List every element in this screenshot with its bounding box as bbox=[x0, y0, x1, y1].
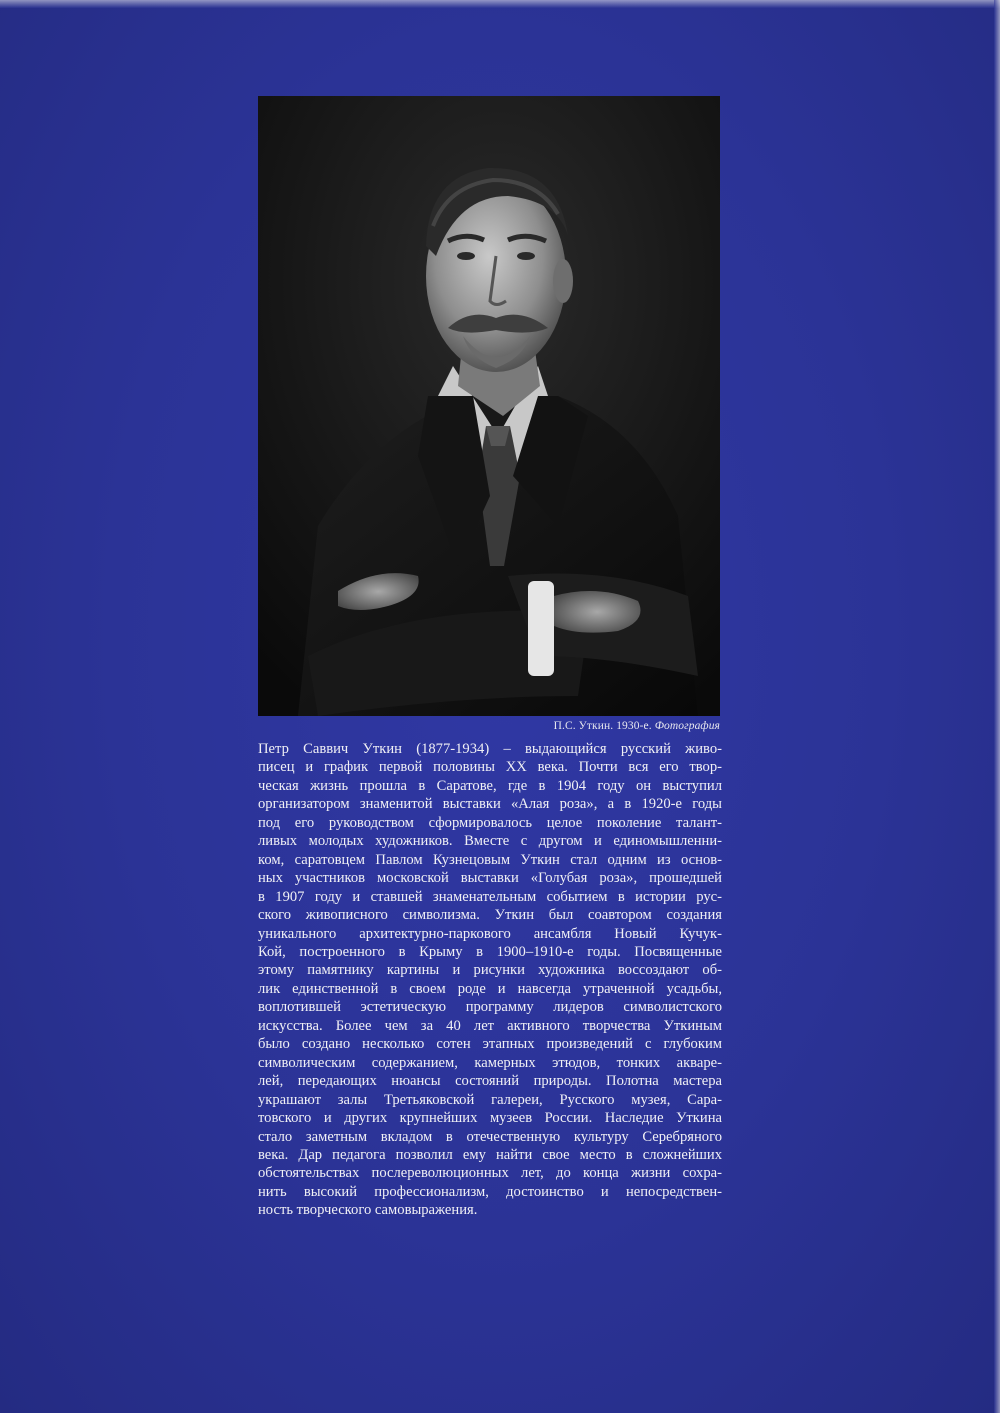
bio-line: писец и график первой половины XX века. Почти вся его твор- bbox=[258, 759, 722, 776]
bio-line: ского живописного символизма. Уткин был соавтором создания bbox=[258, 907, 722, 924]
bio-line: лик единственной в своем роде и навсегда утраченной усадьбы, bbox=[258, 980, 722, 997]
bio-line: Кой, построенного в Крыму в 1900–1910-е годы. Посвященные bbox=[258, 943, 722, 960]
bio-line: этому памятнику картины и рисунки художника воссоздают об- bbox=[258, 962, 722, 979]
bio-line: Петр Саввич Уткин (1877-1934) – выдающийся русский живо- bbox=[258, 741, 722, 757]
caption-text: П.С. Уткин. 1930-е. bbox=[553, 720, 652, 732]
bio-line: ность творческого самовыражения. bbox=[258, 1202, 478, 1219]
bio-line: уникального архитектурно-паркового ансамбля Новый Кучук- bbox=[258, 925, 722, 942]
portrait-illustration bbox=[258, 96, 720, 716]
bio-line: нить высокий профессионализм, достоинство и непосредствен- bbox=[258, 1183, 722, 1200]
bio-line: ческая жизнь прошла в Саратове, где в 1904 году он выступил bbox=[258, 777, 722, 794]
photo-caption bbox=[258, 720, 720, 732]
biography-text bbox=[258, 740, 722, 1220]
bio-line: лей, передающих нюансы состояний природы. Полотна мастера bbox=[258, 1073, 722, 1090]
bio-line: организатором знаменитой выставки «Алая роза», а в 1920-е годы bbox=[258, 796, 722, 813]
cover-top-edge bbox=[0, 0, 1000, 8]
bio-line: стало заметным вкладом в отечественную культуру Серебряного bbox=[258, 1128, 722, 1145]
bio-line: товского и других крупнейших музеев России. Наследие Уткина bbox=[258, 1110, 722, 1127]
bio-line: ливых молодых художников. Вместе с другом и единомышленни- bbox=[258, 833, 722, 850]
bio-line: воплотившей эстетическую программу лидеров символистского bbox=[258, 999, 722, 1016]
bio-line: ных участников московской выставки «Голубая роза», прошедшей bbox=[258, 870, 722, 887]
bio-line: века. Дар педагога позволил ему найти свое место в сложнейших bbox=[258, 1146, 722, 1163]
bio-line: под его руководством сформировалось целое поколение талант- bbox=[258, 814, 722, 831]
caption-italic-text: Фотография bbox=[654, 720, 720, 732]
bio-line: украшают залы Третьяковской галереи, Русского музея, Сара- bbox=[258, 1091, 722, 1108]
bio-line: в 1907 году и ставшей знаменательным событием в истории рус- bbox=[258, 888, 722, 905]
bio-line: символическим содержанием, камерных этюдов, тонких акваре- bbox=[258, 1054, 722, 1071]
portrait-photograph bbox=[258, 96, 720, 716]
bio-line: ком, саратовцем Павлом Кузнецовым Уткин стал одним из основ- bbox=[258, 851, 722, 868]
cover-right-edge bbox=[994, 0, 1000, 1413]
bio-line: обстоятельствах послереволюционных лет, до конца жизни сохра- bbox=[258, 1165, 722, 1182]
bio-line: искусства. Более чем за 40 лет активного творчества Уткиным bbox=[258, 1017, 722, 1034]
bio-line: было создано несколько сотен этапных произведений с глубоким bbox=[258, 1036, 722, 1053]
